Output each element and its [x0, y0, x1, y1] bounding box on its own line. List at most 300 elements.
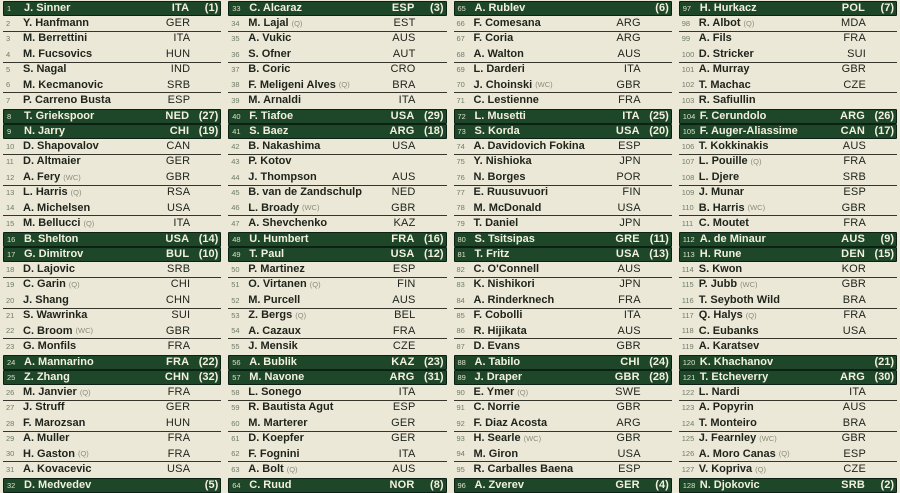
entry-number: 121: [682, 372, 696, 382]
player-name: L. Nardi: [698, 386, 740, 399]
seed-number: (13): [649, 248, 669, 261]
player-row: [228, 63, 446, 78]
entry-number: 90: [456, 387, 465, 397]
player-row: [454, 170, 672, 185]
entry-number: 85: [456, 310, 465, 320]
entry-number: 16: [7, 234, 16, 244]
player-row: [228, 216, 446, 231]
entry-number: 120: [682, 357, 696, 367]
country-code: CAN: [166, 140, 191, 153]
entry-number: 38: [231, 80, 240, 90]
country-code: ARG: [389, 371, 415, 384]
player-row: [228, 324, 446, 339]
entry-number: 109: [681, 187, 695, 197]
country-code: GER: [391, 416, 416, 429]
player-row: [454, 370, 672, 385]
player-row: [679, 93, 897, 108]
entry-number: 39: [231, 95, 240, 105]
qualifier-tag: (Q): [750, 157, 762, 167]
player-row: [454, 139, 672, 154]
player-row: [679, 16, 897, 31]
seed-number: (19): [198, 125, 219, 138]
player-name: D. Evans: [473, 339, 520, 352]
country-code: USA: [615, 248, 640, 261]
player-name: M. McDonald: [473, 201, 542, 214]
country-code: USA: [392, 140, 416, 153]
country-code: BRA: [842, 416, 866, 429]
country-code: CHI: [169, 125, 190, 138]
entry-number: 13: [6, 187, 15, 197]
player-name: A. Muller: [23, 432, 70, 445]
seed-number: (1): [204, 2, 219, 15]
player-row: [454, 401, 672, 416]
country-code: ESP: [843, 186, 866, 199]
player-name: O. Virtanen: [248, 278, 307, 291]
player-name: P. Carreno Busta: [23, 93, 111, 106]
entry-number: 104: [682, 111, 696, 121]
player-name: S. Wawrinka: [23, 309, 88, 322]
player-name: S. Baez: [249, 125, 289, 138]
country-code: AUS: [842, 401, 866, 414]
entry-number: 19: [6, 280, 15, 290]
player-name: Y. Hanfmann: [23, 17, 90, 30]
seed-number: (7): [880, 2, 894, 15]
entry-number: 101: [681, 64, 695, 74]
player-name: S. Nagal: [23, 63, 67, 76]
player-name: G. Dimitrov: [24, 248, 84, 261]
player-name: C. Moutet: [698, 216, 749, 229]
player-name: C. Garin: [23, 278, 66, 291]
country-code: USA: [617, 447, 641, 460]
entry-number: 36: [231, 49, 240, 59]
country-code: CHN: [165, 293, 191, 306]
entry-number: 66: [456, 18, 465, 28]
player-name: R. Albot: [698, 17, 741, 30]
country-code: ESP: [843, 447, 866, 460]
qualifier-tag: (WC): [63, 172, 81, 182]
player-row: [3, 155, 221, 170]
entry-number: 119: [681, 341, 694, 351]
entry-number: 75: [456, 157, 465, 167]
qualifier-tag: (Q): [338, 80, 350, 90]
player-name: L. Djere: [698, 170, 740, 183]
player-row: [679, 232, 897, 247]
entry-number: 128: [682, 480, 696, 490]
country-code: ESP: [618, 140, 641, 153]
player-name: M. Lajal: [248, 17, 289, 30]
player-row: [228, 186, 446, 201]
player-name: M. Janvier: [23, 386, 77, 399]
player-name: M. Purcell: [248, 293, 301, 306]
seed-number: (16): [423, 232, 444, 245]
country-code: ESP: [391, 2, 415, 15]
player-row: [679, 262, 897, 277]
entry-number: 117: [681, 310, 694, 320]
player-row: [679, 216, 897, 231]
player-row: [454, 247, 672, 262]
player-name: B. Coric: [248, 63, 291, 76]
entry-number: 55: [231, 341, 240, 351]
player-row: [3, 32, 221, 47]
player-row: [454, 385, 672, 400]
player-row: [454, 78, 672, 93]
player-row: [228, 462, 446, 477]
player-row: [228, 247, 446, 262]
entry-number: 83: [456, 280, 465, 290]
seed-number: (2): [880, 478, 894, 491]
player-row: [679, 1, 897, 16]
entry-number: 110: [681, 203, 694, 213]
player-row: [228, 124, 446, 139]
player-name: M. Giron: [473, 447, 519, 460]
player-row: [228, 401, 446, 416]
entry-number: 102: [681, 80, 695, 90]
country-code: FRA: [167, 432, 191, 445]
player-row: [454, 432, 672, 447]
entry-number: 89: [457, 372, 466, 382]
player-name: A. Karatsev: [698, 339, 760, 352]
player-row: [3, 170, 221, 185]
country-code: SUI: [847, 47, 866, 60]
entry-number: 9: [7, 126, 12, 136]
country-code: GBR: [841, 278, 866, 291]
entry-number: 46: [231, 203, 240, 213]
player-name: A. Mannarino: [24, 355, 94, 368]
player-name: A. Rinderknech: [473, 293, 555, 306]
entry-number: 125: [681, 433, 695, 443]
country-code: ITA: [173, 32, 191, 45]
player-name: A. Fery: [23, 170, 61, 183]
player-row: [454, 216, 672, 231]
qualifier-tag: (Q): [83, 218, 95, 228]
player-name: T. Machac: [698, 78, 751, 91]
entry-number: 40: [232, 111, 241, 121]
player-name: T. Griekspoor: [24, 109, 95, 122]
seed-number: (18): [423, 125, 444, 138]
draw-column-4: [679, 1, 897, 493]
country-code: FRA: [167, 447, 191, 460]
country-code: ITA: [173, 216, 191, 229]
player-row: [454, 478, 672, 493]
qualifier-tag: (Q): [743, 18, 755, 28]
country-code: HUN: [165, 416, 191, 429]
country-code: USA: [390, 109, 415, 122]
country-code: CZE: [843, 462, 866, 475]
player-name: A. Moro Canas: [698, 447, 776, 460]
player-name: J. Sinner: [24, 2, 71, 15]
player-row: [3, 109, 221, 124]
player-row: [679, 186, 897, 201]
player-name: C. Lestienne: [473, 93, 539, 106]
entry-number: 17: [7, 249, 16, 259]
player-name: J. Shang: [23, 293, 69, 306]
player-name: A. Walton: [473, 47, 524, 60]
country-code: ARG: [616, 416, 641, 429]
player-name: Z. Bergs: [248, 309, 293, 322]
entry-number: 27: [6, 403, 15, 413]
entry-number: 107: [681, 157, 695, 167]
entry-number: 81: [457, 249, 466, 259]
player-row: [454, 447, 672, 462]
country-code: ESP: [167, 93, 191, 106]
player-name: G. Monfils: [23, 339, 77, 352]
player-row: [454, 293, 672, 308]
player-name: L. Darderi: [473, 63, 525, 76]
entry-number: 74: [456, 141, 465, 151]
qualifier-tag: (Q): [291, 18, 303, 28]
country-code: FRA: [167, 386, 191, 399]
entry-number: 79: [456, 218, 465, 228]
player-name: M. Bellucci: [23, 216, 81, 229]
entry-number: 60: [231, 418, 240, 428]
country-code: USA: [842, 324, 866, 337]
seed-number: (22): [198, 355, 219, 368]
qualifier-tag: (WC): [535, 80, 553, 90]
player-row: [679, 447, 897, 462]
entry-number: 42: [231, 141, 240, 151]
country-code: GBR: [616, 78, 641, 91]
seed-number: (26): [874, 109, 894, 122]
player-name: D. Shapovalov: [23, 140, 99, 153]
player-row: [454, 262, 672, 277]
player-name: F. Fognini: [248, 447, 300, 460]
country-code: BRA: [392, 78, 416, 91]
country-code: EST: [393, 17, 416, 30]
entry-number: 100: [681, 49, 695, 59]
entry-number: 1: [7, 3, 12, 13]
player-name: F. Diaz Acosta: [473, 416, 548, 429]
player-row: [454, 1, 672, 16]
player-row: [228, 1, 446, 16]
country-code: NED: [391, 186, 416, 199]
country-code: FRA: [166, 355, 190, 368]
entry-number: 32: [7, 480, 16, 490]
country-code: MDA: [840, 17, 866, 30]
country-code: GBR: [616, 401, 641, 414]
player-row: [228, 309, 446, 324]
player-name: B. van de Zandschulp: [248, 186, 362, 199]
entry-number: 106: [681, 141, 695, 151]
entry-number: 34: [231, 18, 240, 28]
entry-number: 56: [232, 357, 241, 367]
qualifier-tag: (Q): [745, 310, 757, 320]
seed-number: (9): [880, 232, 894, 245]
seed-number: (3): [430, 2, 444, 15]
country-code: ESP: [392, 401, 416, 414]
player-name: M. Fucsovics: [23, 47, 93, 60]
seed-number: (10): [198, 248, 219, 261]
player-name: H. Rune: [699, 248, 742, 261]
country-code: IND: [170, 63, 191, 76]
qualifier-tag: (WC): [301, 203, 320, 213]
country-code: KAZ: [391, 355, 415, 368]
player-name: M. Marterer: [248, 416, 308, 429]
country-code: KAZ: [393, 216, 416, 229]
country-code: DEN: [841, 248, 865, 261]
player-name: Q. Halys: [698, 309, 743, 322]
draw-column-2: [228, 1, 446, 493]
qualifier-tag: (WC): [75, 326, 93, 336]
player-name: T. Paul: [249, 248, 285, 261]
player-name: L. Sonego: [248, 386, 302, 399]
country-code: ITA: [398, 386, 416, 399]
country-code: JPN: [619, 216, 641, 229]
country-code: RSA: [167, 186, 191, 199]
player-name: H. Searle: [473, 432, 521, 445]
player-name: C. Ruud: [249, 478, 292, 491]
country-code: FRA: [392, 324, 416, 337]
player-row: [3, 339, 221, 354]
country-code: ESP: [392, 263, 416, 276]
player-row: [3, 63, 221, 78]
qualifier-tag: (Q): [295, 310, 307, 320]
country-code: SUI: [171, 309, 191, 322]
player-row: [454, 32, 672, 47]
country-code: GBR: [165, 170, 191, 183]
country-code: USA: [617, 201, 641, 214]
entry-number: 62: [231, 449, 240, 459]
seed-number: (5): [204, 478, 219, 491]
country-code: ITA: [622, 109, 640, 122]
entry-number: 87: [456, 341, 465, 351]
country-code: SRB: [167, 263, 191, 276]
player-name: J. Fearnley: [698, 432, 757, 445]
entry-number: 113: [682, 249, 695, 259]
entry-number: 86: [456, 326, 465, 336]
player-row: [679, 155, 897, 170]
player-row: [228, 109, 446, 124]
player-row: [3, 262, 221, 277]
draw-column-1: [3, 1, 221, 493]
country-code: AUS: [392, 462, 416, 475]
country-code: FRA: [843, 309, 866, 322]
entry-number: 91: [456, 403, 465, 413]
seed-number: (31): [423, 371, 444, 384]
country-code: FRA: [843, 216, 866, 229]
player-row: [679, 478, 897, 493]
seed-number: (25): [649, 109, 669, 122]
country-code: CZE: [843, 78, 866, 91]
player-name: A. Tabilo: [474, 355, 521, 368]
player-row: [3, 78, 221, 93]
country-code: POL: [841, 2, 865, 15]
seed-number: (23): [423, 355, 444, 368]
country-code: CZE: [392, 339, 416, 352]
player-row: [3, 416, 221, 431]
entry-number: 72: [457, 111, 466, 121]
country-code: FRA: [843, 155, 866, 168]
player-name: S. Ofner: [248, 47, 292, 60]
entry-number: 124: [681, 418, 695, 428]
player-row: [228, 170, 446, 185]
player-row: [3, 401, 221, 416]
entry-number: 52: [231, 295, 240, 305]
player-row: [228, 78, 446, 93]
entry-number: 68: [456, 49, 465, 59]
player-row: [679, 278, 897, 293]
player-row: [454, 324, 672, 339]
country-code: FRA: [167, 339, 191, 352]
country-code: USA: [167, 201, 191, 214]
player-row: [228, 447, 446, 462]
player-row: [228, 32, 446, 47]
player-name: R. Safiullin: [698, 93, 756, 106]
seed-number: (32): [198, 371, 219, 384]
player-name: D. Medvedev: [24, 478, 92, 491]
player-name: T. Daniel: [473, 216, 519, 229]
player-name: F. Cobolli: [473, 309, 523, 322]
player-name: J. Munar: [698, 186, 744, 199]
country-code: JPN: [619, 155, 641, 168]
player-name: A. Fils: [698, 32, 732, 45]
country-code: BUL: [166, 248, 190, 261]
player-row: [3, 16, 221, 31]
country-code: CHN: [164, 371, 190, 384]
qualifier-tag: (Q): [68, 280, 80, 290]
player-row: [679, 201, 897, 216]
seed-number: (27): [198, 109, 219, 122]
entry-number: 114: [681, 264, 694, 274]
country-code: GBR: [841, 63, 866, 76]
player-row: [3, 432, 221, 447]
player-name: M. Berrettini: [23, 32, 88, 45]
entry-number: 65: [457, 3, 466, 13]
country-code: AUS: [392, 32, 416, 45]
country-code: GER: [165, 155, 191, 168]
player-row: [3, 47, 221, 62]
entry-number: 30: [6, 449, 15, 459]
player-row: [679, 124, 897, 139]
entry-number: 20: [6, 295, 15, 305]
player-row: [228, 93, 446, 108]
player-row: [228, 339, 446, 354]
player-row: [3, 186, 221, 201]
player-name: M. Arnaldi: [248, 93, 302, 106]
player-name: D. Lajovic: [23, 263, 75, 276]
player-name: P. Jubb: [698, 278, 738, 291]
seed-number: (11): [649, 232, 669, 245]
player-name: R. Carballes Baena: [473, 462, 574, 475]
entry-number: 126: [681, 449, 695, 459]
seed-number: (6): [655, 2, 669, 15]
qualifier-tag: (Q): [77, 449, 89, 459]
country-code: ITA: [623, 63, 641, 76]
player-row: [454, 47, 672, 62]
entry-number: 93: [456, 433, 465, 443]
seed-number: (14): [198, 232, 219, 245]
player-name: M. Kecmanovic: [23, 78, 104, 91]
seed-number: (12): [423, 248, 444, 261]
entry-number: 8: [7, 111, 12, 121]
player-name: J. Mensik: [248, 339, 298, 352]
country-code: HUN: [165, 47, 191, 60]
player-row: [679, 309, 897, 324]
player-name: F. Auger-Aliassime: [699, 125, 798, 138]
player-name: Y. Nishioka: [473, 155, 532, 168]
country-code: NOR: [389, 478, 415, 491]
entry-number: 82: [456, 264, 465, 274]
player-name: A. Murray: [698, 63, 750, 76]
player-row: [228, 201, 446, 216]
entry-number: 95: [456, 464, 465, 474]
player-row: [228, 278, 446, 293]
player-name: S. Korda: [474, 125, 520, 138]
qualifier-tag: (Q): [778, 449, 790, 459]
qualifier-tag: (Q): [286, 464, 298, 474]
player-name: T. Monteiro: [698, 416, 757, 429]
country-code: CRO: [390, 63, 416, 76]
player-name: A. Zverev: [474, 478, 525, 491]
